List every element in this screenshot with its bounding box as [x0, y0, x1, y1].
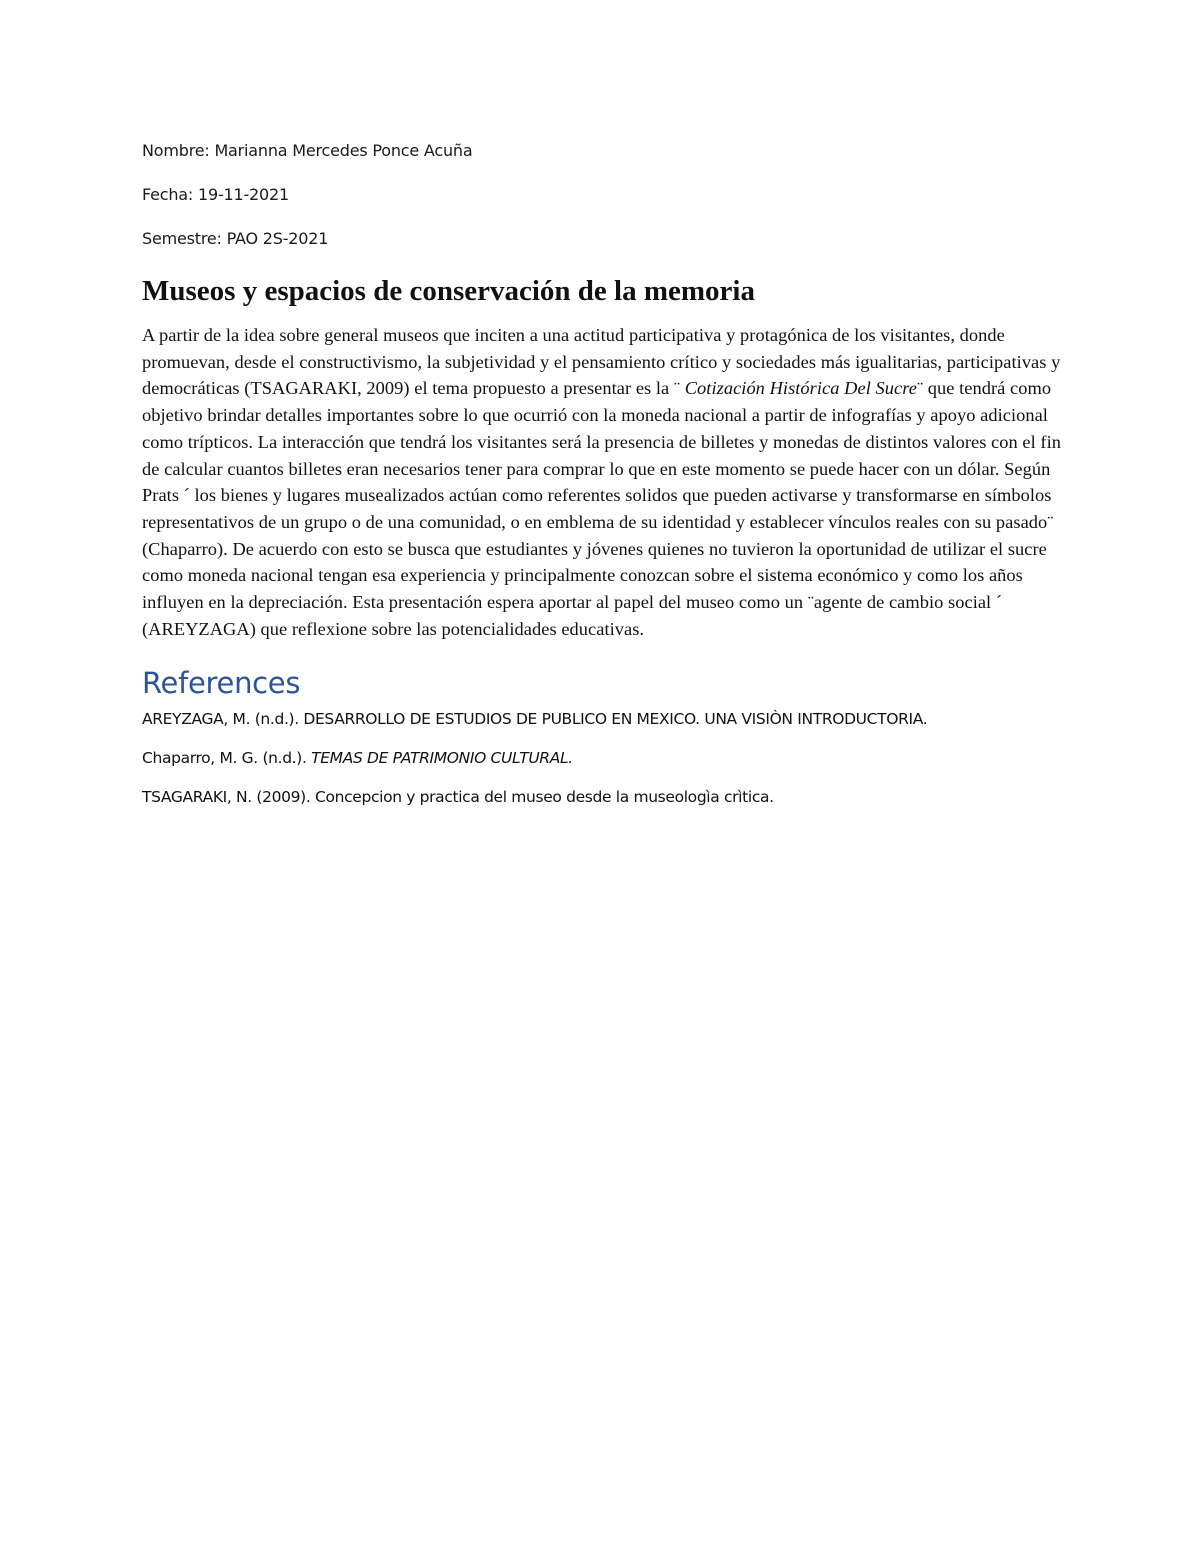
reference-item-tsagaraki [142, 784, 1062, 811]
references-heading: References [142, 666, 301, 701]
body-text-italic: Cotización Histórica Del Sucre [684, 378, 917, 399]
reference-text: TSAGARAKI, N. (2009). Concepcion y practica del museo desde la museologìa crìtica. [142, 788, 774, 807]
date-line: Fecha: 19-11-2021 [142, 185, 289, 204]
body-text-part2: ¨ que tendrá como objetivo brindar detalles importantes sobre lo que ocurrió con la moneda nacional a partir de infografías y apoyo adicional como trípticos. La interacción que tendrá los visitantes será la presencia de billetes y monedas de distintos valores con el fin de calcular cuantos billetes eran necesarios tener para comprar lo que en este momento se puede hacer con un dólar. Según Prats ´ los bienes y lugares musealizados actúan como referentes solidos que pueden activarse y transformarse en símbolos representativos de un grupo o de una comunidad, o en emblema de su identidad y establecer vínculos reales con su pasado¨ (Chaparro). De acuerdo con esto se busca que estudiantes y jóvenes quienes no tuvieron la oportunidad de utilizar el sucre como moneda nacional tengan esa experiencia y principalmente conozcan sobre el sistema económico y como los años influyen en la depreciación. Esta presentación espera aportar al papel del museo como un ¨agente de cambio social ´ (AREYZAGA) que reflexione sobre las potencialidades educativas. [142, 378, 1062, 639]
reference-text: AREYZAGA, M. (n.d.). DESARROLLO DE ESTUDIOS DE PUBLICO EN MEXICO. UNA VISIÒN INTRODUCTORIA. [142, 710, 928, 729]
reference-title-italic: TEMAS DE PATRIMONIO CULTURAL. [311, 749, 573, 768]
reference-item-chaparro [142, 745, 1062, 772]
document-title: Museos y espacios de conservación de la memoria [142, 275, 755, 307]
reference-item-areyzaga [142, 706, 1062, 733]
body-text-part1: A partir de la idea sobre general museos que inciten a una actitud participativa y protagónica de los visitantes, donde promuevan, desde el constructivismo, la subjetividad y el pensamiento crítico y sociedades más igualitarias, participativas y democráticas (TSAGARAKI, 2009) el tema propuesto a presentar es la ¨ [142, 325, 1061, 399]
reference-text: Chaparro, M. G. (n.d.). [142, 749, 312, 768]
body-paragraph [142, 322, 1062, 642]
student-name: Nombre: Marianna Mercedes Ponce Acuña [142, 141, 473, 160]
semester-line: Semestre: PAO 2S-2021 [142, 229, 329, 248]
document-content [142, 140, 1062, 823]
